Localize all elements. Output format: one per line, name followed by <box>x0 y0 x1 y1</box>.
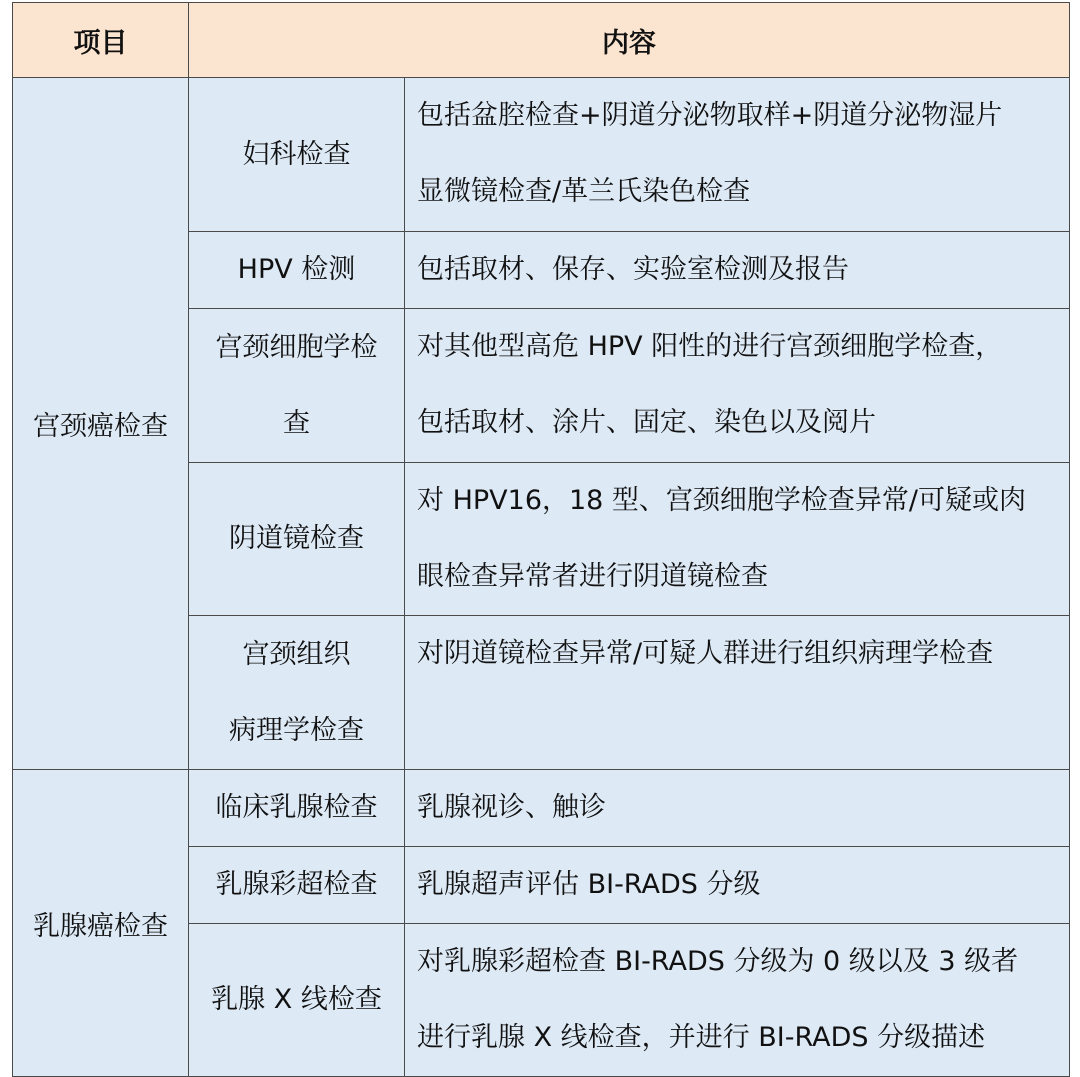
content-cell <box>405 232 1070 309</box>
project-cell-cervical: 宫颈癌检查 <box>13 78 189 770</box>
item-line: 乳腺彩超检查 <box>215 869 378 900</box>
item-line: 宫颈组织 <box>242 638 351 670</box>
table-row <box>13 770 1070 847</box>
content-line: 对 HPV16，18 型、宫颈细胞学检查异常/可疑或肉 <box>417 485 1027 516</box>
item-cell <box>189 232 405 309</box>
item-cell <box>189 309 405 463</box>
content-line: 包括取材、保存、实验室检测及报告 <box>417 254 849 285</box>
item-line: 临床乳腺检查 <box>215 792 378 823</box>
content-cell <box>405 616 1070 770</box>
item-cell <box>189 847 405 924</box>
item-cell <box>189 770 405 847</box>
item-line: 乳腺 X 线检查 <box>211 984 382 1015</box>
item-line: 病理学检查 <box>229 714 364 746</box>
content-cell <box>405 309 1070 463</box>
header-content: 内容 <box>189 3 1070 78</box>
content-line: 对其他型高危 HPV 阳性的进行宫颈细胞学检查， <box>417 331 1003 362</box>
content-cell <box>405 463 1070 616</box>
content-cell <box>405 770 1070 847</box>
table-row <box>13 78 1070 232</box>
header-row <box>13 3 1070 78</box>
content-line: 乳腺超声评估 BI-RADS 分级 <box>417 869 761 900</box>
content-line: 眼检查异常者进行阴道镜检查 <box>417 561 768 592</box>
project-cell-breast: 乳腺癌检查 <box>13 770 189 1077</box>
item-cell <box>189 78 405 232</box>
content-line: 进行乳腺 X 线检查，并进行 BI-RADS 分级描述 <box>417 1022 986 1053</box>
item-line: HPV 检测 <box>237 254 356 285</box>
item-line: 阴道镜检查 <box>229 523 364 554</box>
item-cell <box>189 924 405 1077</box>
item-line: 宫颈细胞学检 <box>215 331 378 363</box>
content-line: 乳腺视诊、触诊 <box>417 792 606 823</box>
content-line: 包括取材、涂片、固定、染色以及阅片 <box>417 407 876 438</box>
exam-table <box>12 2 1070 1077</box>
content-cell <box>405 847 1070 924</box>
content-line: 包括盆腔检查+阴道分泌物取样+阴道分泌物湿片 <box>417 100 1003 131</box>
item-cell <box>189 463 405 616</box>
content-cell <box>405 78 1070 232</box>
content-line: 显微镜检查/革兰氏染色检查 <box>417 176 751 207</box>
item-line: 妇科检查 <box>242 138 351 170</box>
item-cell <box>189 616 405 770</box>
content-line: 对乳腺彩超检查 BI-RADS 分级为 0 级以及 3 级者 <box>417 946 1019 977</box>
header-project: 项目 <box>13 3 189 78</box>
item-line: 查 <box>283 407 310 439</box>
content-cell <box>405 924 1070 1077</box>
content-line: 对阴道镜检查异常/可疑人群进行组织病理学检查 <box>417 638 994 669</box>
